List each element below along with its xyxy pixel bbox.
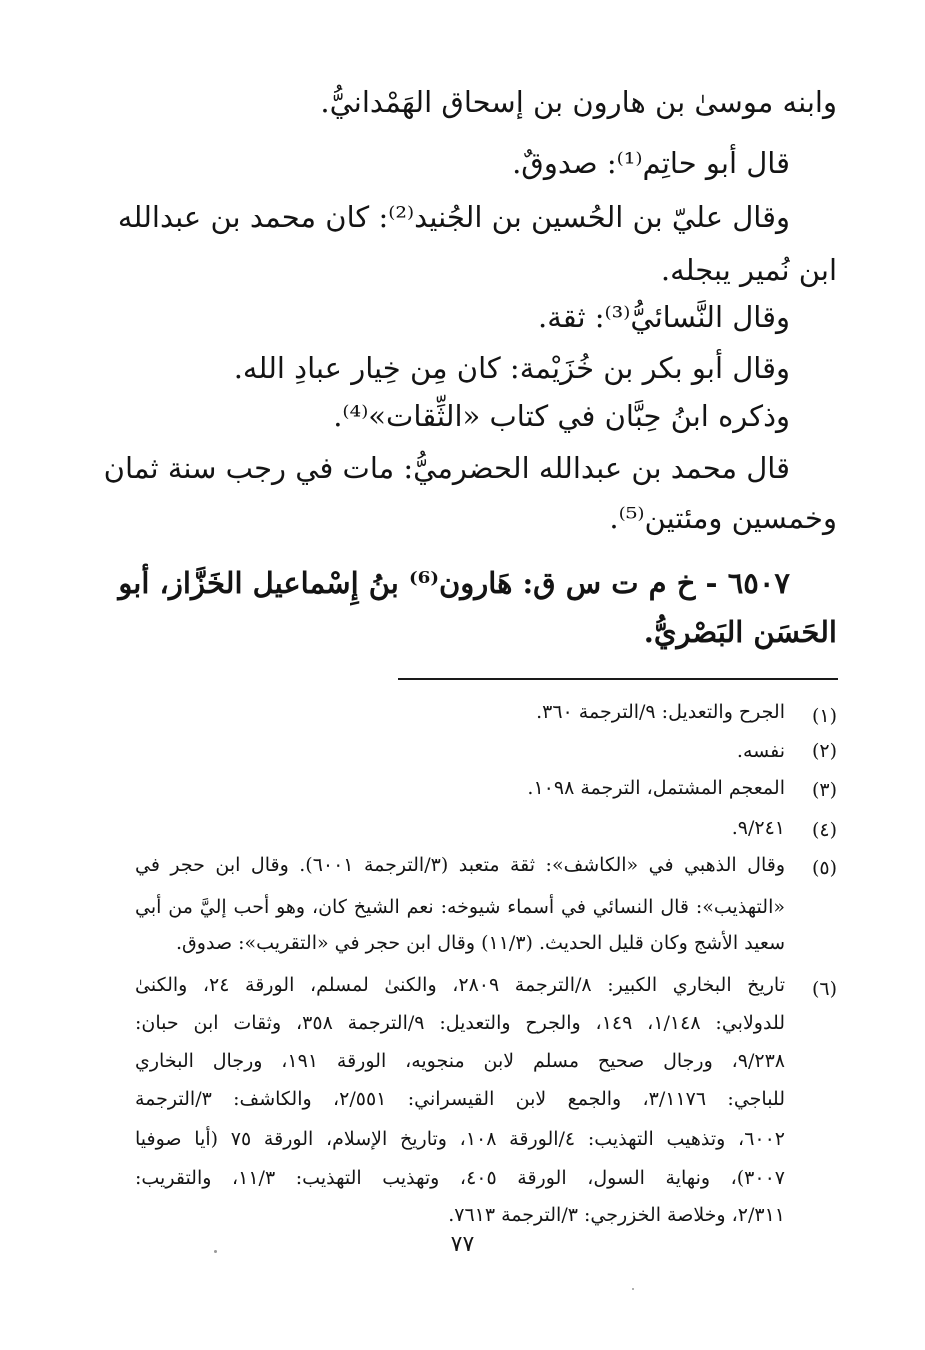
footnote-6-line-5: ٦٠٠٢، وتذهيب التهذيب: ٤/الورقة ١٠٨، وتاريخ الإسلام، الورقة ٧٥ (أيا صوفيا <box>135 1128 786 1150</box>
footnote-4-text: ٩/٢٤١. <box>731 817 785 839</box>
footnote-3-number: (٣) <box>811 779 837 801</box>
text-line-4: ابن نُمير يبجله. <box>660 253 837 287</box>
footnote-6-line-4: للباجي: ٣/١١٧٦، والجمع لابن القيسراني: ٢/٥٥١، والكاشف: ٣/الترجمة <box>135 1088 786 1110</box>
footnote-6-line-7: ٢/٣١١، وخلاصة الخزرجي: ٣/الترجمة ٧٦١٣. <box>448 1204 785 1226</box>
footnote-6-line-1: تاريخ البخاري الكبير: ٨/الترجمة ٢٨٠٩، والكنىٰ لمسلم، الورقة ٢٤، والكنىٰ <box>135 974 785 996</box>
text-line-1: وابنه موسىٰ بن هارون بن إسحاق الهَمْدانيُّ. <box>320 85 837 119</box>
text-line-6: وقال أبو بكر بن خُزَيْمة: كان مِن خِيار عبادِ الله. <box>233 351 790 385</box>
footnote-6-line-3: ٩/٢٣٨، ورجال صحيح مسلم لابن منجويه، الورقة ١٩١، ورجال البخاري <box>135 1050 785 1072</box>
footnote-separator <box>398 678 838 680</box>
page-number: ٧٧ <box>450 1232 475 1257</box>
text-line-7: وذكره ابنُ حِبَّان في كتاب «الثِّقات»⁽⁴⁾. <box>333 399 790 433</box>
scan-speck <box>214 1250 217 1253</box>
footnote-5-line-2: «التهذيب»: قال النسائي في أسماء شيوخه: نعم الشيخ كان، وهو أحب إليَّ من أبي <box>135 896 785 918</box>
footnote-5-line-3: سعيد الأشج وكان قليل الحديث. (١١/٣) وقال ابن حجر في «التقريب»: صدوق. <box>176 932 785 954</box>
text-line-3: وقال عليّ بن الحُسين بن الجُنيد⁽²⁾: كان محمد بن عبدالله <box>117 200 790 234</box>
footnote-6-number: (٦) <box>811 978 837 1000</box>
text-line-9: وخمسين ومئتين⁽⁵⁾. <box>609 501 837 535</box>
footnote-1-number: (١) <box>811 705 837 727</box>
entry-heading-line-2: الحَسَن البَصْريُّ. <box>643 615 837 649</box>
footnote-2-text: نفسه. <box>736 740 785 762</box>
footnote-5-line-1: وقال الذهبي في «الكاشف»: ثقة متعبد (٣/الترجمة ٦٠٠١). وقال ابن حجر في <box>135 854 785 876</box>
footnote-1-text: الجرح والتعديل: ٩/الترجمة ٣٦٠. <box>536 701 785 723</box>
entry-heading-line-1: ٦٥٠٧ - خ م ت س ق: هَارون⁽⁶⁾ بنُ إِسْماعيل الخَزَّاز، أبو <box>118 566 790 600</box>
footnote-6-line-2: للدولابي: ١/١٤٨، ١٤٩، والجرح والتعديل: ٩/الترجمة ٣٥٨، وثقات ابن حبان: <box>135 1012 786 1034</box>
text-line-5: وقال النَّسائيُّ⁽³⁾: ثقة. <box>538 300 790 334</box>
footnote-2-number: (٢) <box>811 740 837 762</box>
footnote-5-number: (٥) <box>811 857 837 879</box>
footnote-6-line-6: ٣٠٠٧)، ونهاية السول، الورقة ٤٠٥، وتهذيب التهذيب: ١١/٣، والتقريب: <box>135 1167 785 1189</box>
footnote-4-number: (٤) <box>811 819 837 841</box>
text-line-2: قال أبو حاتِم⁽¹⁾: صدوقٌ. <box>512 146 790 180</box>
footnote-3-text: المعجم المشتمل، الترجمة ١٠٩٨. <box>527 777 785 799</box>
text-line-8: قال محمد بن عبدالله الحضرميُّ: مات في رجب سنة ثمان <box>103 451 790 485</box>
scan-speck <box>632 1288 634 1290</box>
